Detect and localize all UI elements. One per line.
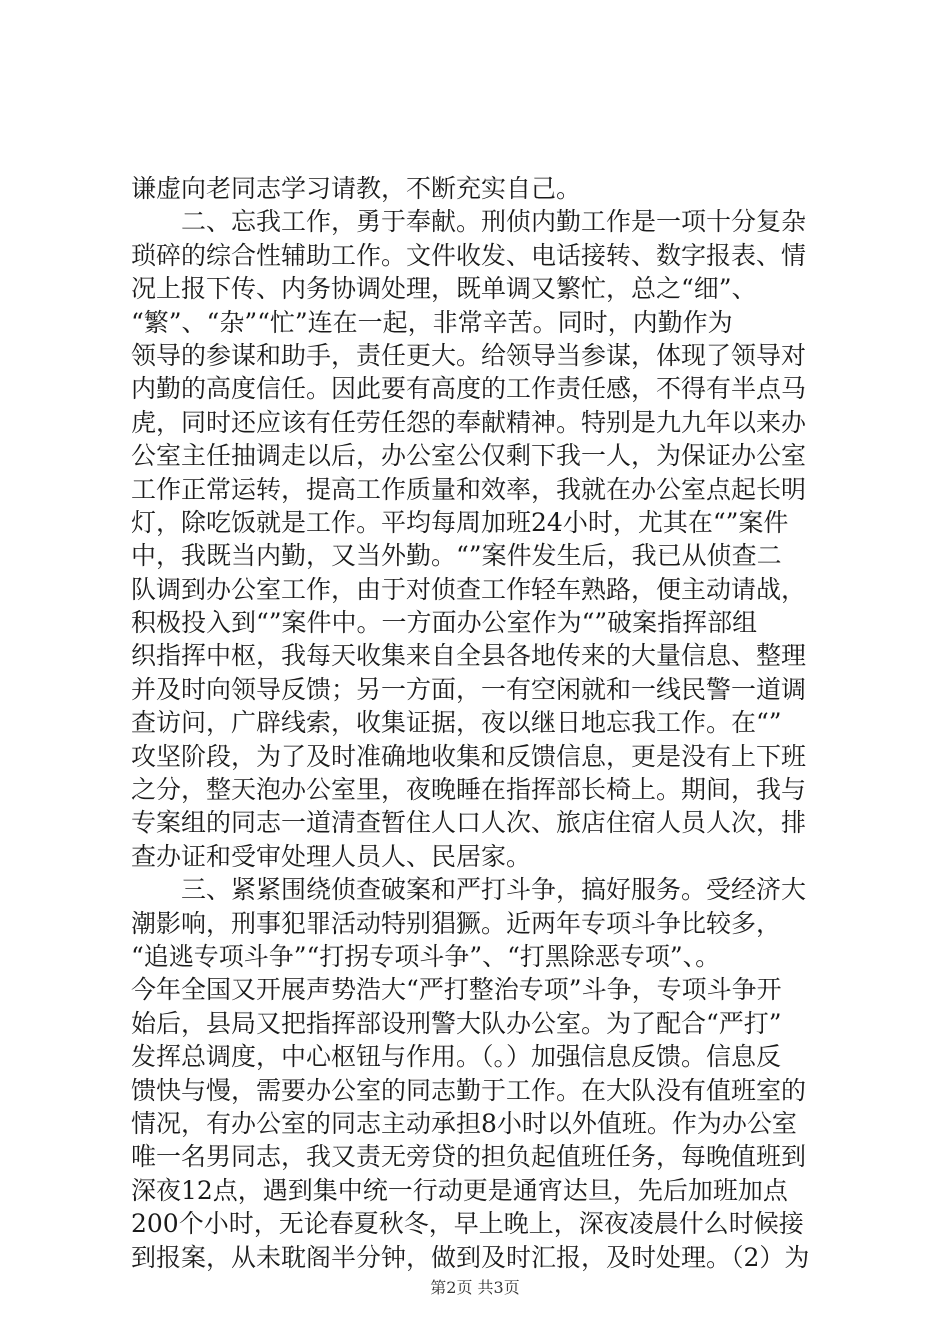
text-line: “追逃专项斗争”“打拐专项斗争”、“打黑除恶专项”、。 (131, 941, 721, 971)
text-line: 今年全国又开展声势浩大“严打整治专项”斗争，专项斗争开 (131, 975, 782, 1005)
text-line: 查访问，广辟线索，收集证据，夜以继日地忘我工作。在“” (131, 708, 782, 738)
text-line: 始后，县局又把指挥部设刑警大队办公室。为了配合“严打” (131, 1008, 782, 1038)
text-line: 发挥总调度，中心枢钮与作用。（。）加强信息反馈。信息反 (131, 1042, 782, 1072)
text-line: 谦虚向老同志学习请教，不断充实自己。 (131, 174, 582, 203)
text-line: “繁”、“杂”“忙”连在一起，非常辛苦。同时，内勤作为 (131, 307, 733, 337)
text-line: 三、紧紧围绕侦查破案和严打斗争，搞好服务。受经济大 (181, 875, 807, 905)
text-line: 工作正常运转，提高工作质量和效率，我就在办公室点起长明 (131, 474, 807, 504)
document-body (131, 172, 831, 1274)
text-line: 攻坚阶段，为了及时准确地收集和反馈信息，更是没有上下班 (131, 741, 807, 771)
text-line: 专案组的同志一道清查暂住人口人次、旅店住宿人员人次，排 (131, 808, 807, 838)
text-line: 灯，除吃饭就是工作。平均每周加班24小时，尤其在“”案件 (131, 507, 789, 537)
text-line: 二、忘我工作，勇于奉献。刑侦内勤工作是一项十分复杂 (181, 207, 807, 237)
text-line: 潮影响，刑事犯罪活动特别猖獗。近两年专项斗争比较多， (131, 908, 782, 938)
text-line: 唯一名男同志，我又责无旁贷的担负起值班任务，每晚值班到 (131, 1142, 807, 1172)
text-line: 情况，有办公室的同志主动承担8小时以外值班。作为办公室 (131, 1108, 797, 1138)
page-number-label: 第2页 共3页 (430, 1278, 520, 1297)
text-line: 查办证和受审处理人员人、民居家。 (131, 841, 532, 871)
text-line: 到报案，从未耽阁半分钟，做到及时汇报，及时处理。（2）为 (131, 1242, 810, 1272)
text-line: 公室主任抽调走以后，办公室公仅剩下我一人，为保证办公室 (131, 441, 807, 471)
text-line: 况上报下传、内务协调处理，既单调又繁忙，总之“细”、 (131, 274, 757, 304)
text-line: 并及时向领导反馈；另一方面，一有空闲就和一线民警一道调 (131, 674, 807, 704)
text-line: 200个小时，无论春夏秋冬，早上晚上，深夜凌晨什么时候接 (131, 1209, 804, 1239)
text-line: 馈快与慢，需要办公室的同志勤于工作。在大队没有值班室的 (131, 1075, 807, 1105)
page-footer (0, 1275, 950, 1298)
text-line: 领导的参谋和助手，责任更大。给领导当参谋，体现了领导对 (131, 340, 807, 370)
text-line: 内勤的高度信任。因此要有高度的工作责任感，不得有半点马 (131, 374, 807, 404)
text-line: 积极投入到“”案件中。一方面办公室作为“”破案指挥部组 (131, 608, 758, 638)
text-line: 深夜12点，遇到集中统一行动更是通宵达旦，先后加班加点 (131, 1175, 788, 1205)
text-line: 中，我既当内勤，又当外勤。“”案件发生后，我已从侦查二 (131, 541, 782, 571)
text-line: 之分，整天泡办公室里，夜晚睡在指挥部长椅上。期间，我与 (131, 775, 807, 805)
text-line: 虎，同时还应该有任劳任怨的奉献精神。特别是九九年以来办 (131, 407, 807, 437)
text-line: 队调到办公室工作，由于对侦查工作轻车熟路，便主动请战， (131, 574, 807, 604)
text-line: 琐碎的综合性辅助工作。文件收发、电话接转、数字报表、情 (131, 240, 807, 270)
text-line: 织指挥中枢，我每天收集来自全县各地传来的大量信息、整理 (131, 641, 807, 671)
